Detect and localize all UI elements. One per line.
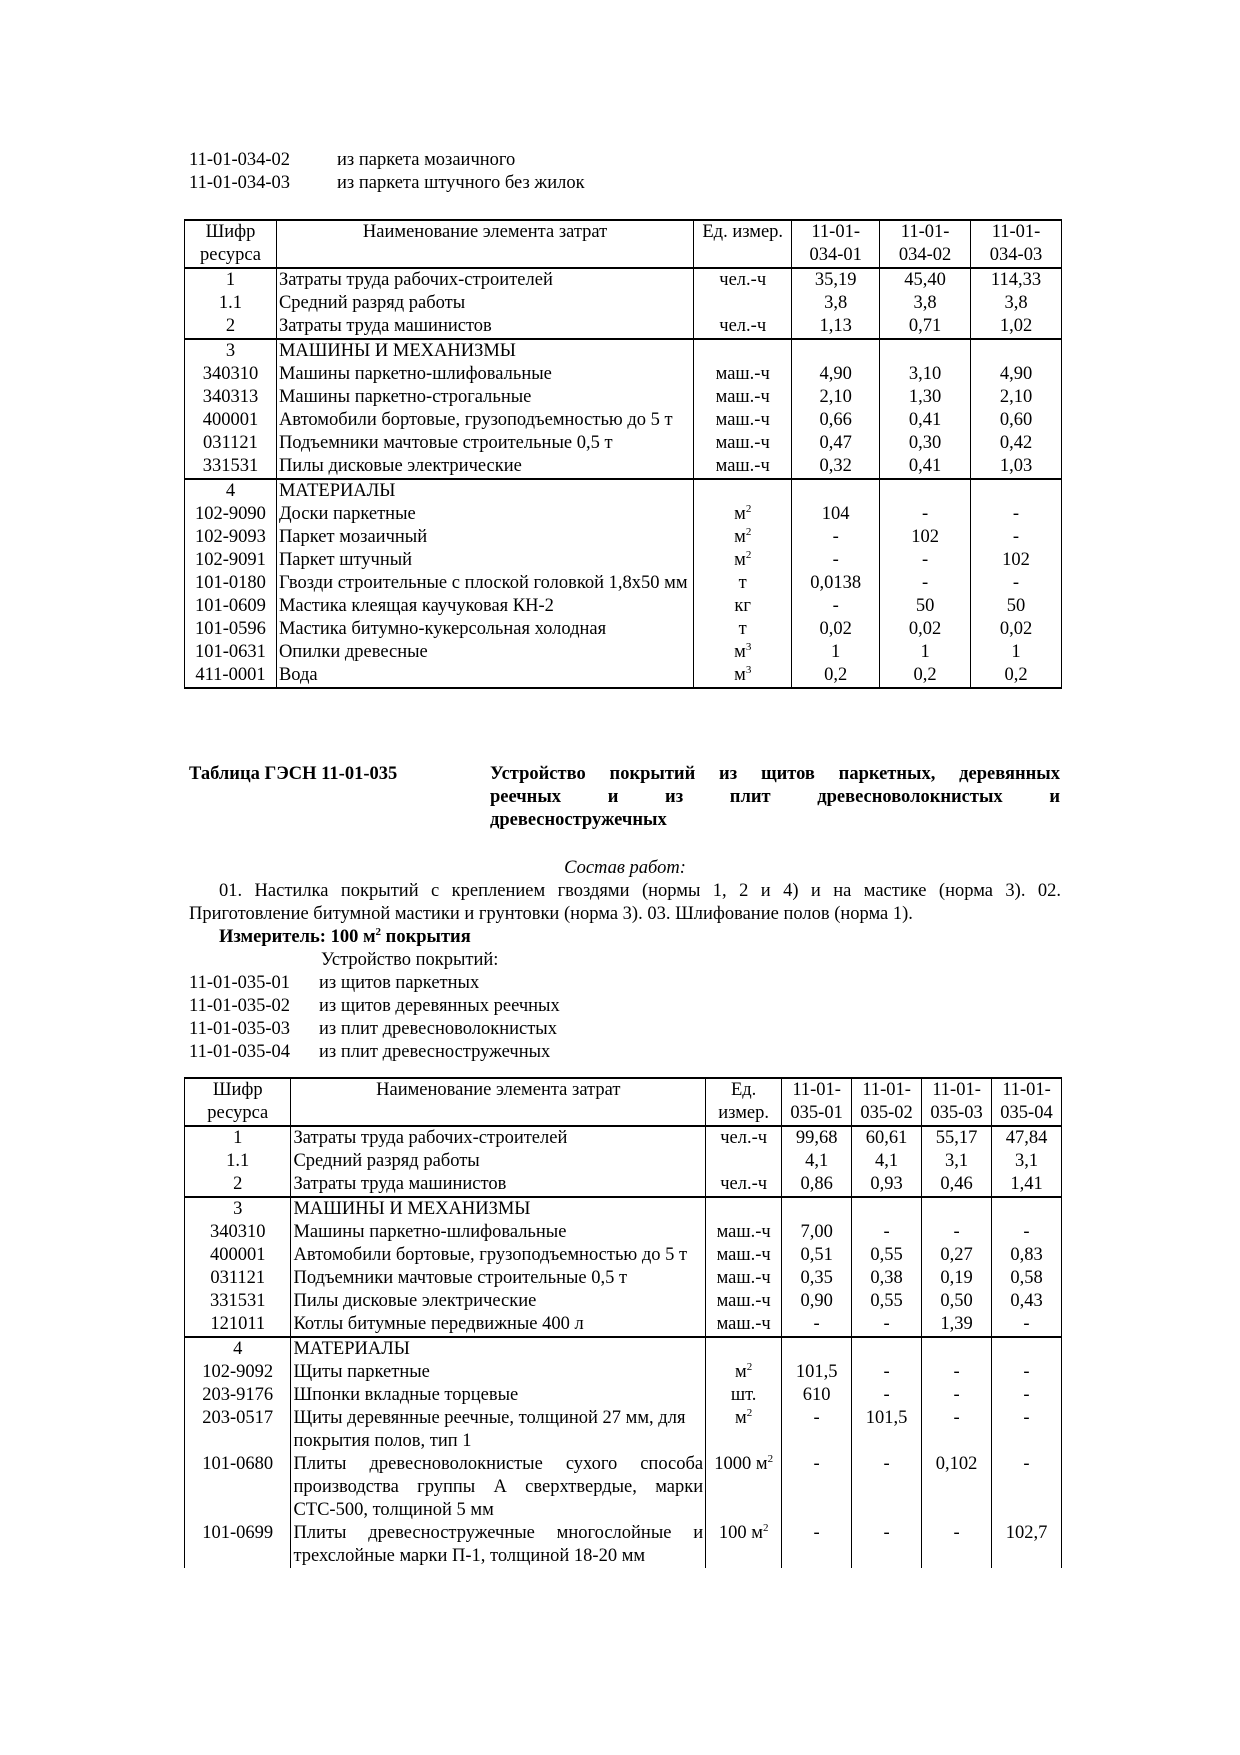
header-name: Наименование элемента затрат bbox=[276, 220, 693, 268]
unit: маш.-ч bbox=[706, 1267, 782, 1290]
norm-value: 1,02 bbox=[971, 315, 1062, 339]
norm-value: 60,61 bbox=[852, 1126, 922, 1150]
norm-value bbox=[880, 339, 971, 363]
resource-name: МАТЕРИАЛЫ bbox=[291, 1337, 706, 1361]
norm-value: 4,1 bbox=[782, 1150, 852, 1173]
norm-value: 0,02 bbox=[880, 618, 971, 641]
unit: чел.-ч bbox=[706, 1126, 782, 1150]
table-row bbox=[185, 641, 1062, 664]
norm-value: - bbox=[922, 1361, 992, 1384]
resource-code: 3 bbox=[185, 339, 277, 363]
table-row bbox=[185, 292, 1062, 315]
unit: маш.-ч bbox=[706, 1313, 782, 1337]
norm-value: 0,2 bbox=[792, 664, 880, 688]
table-row bbox=[185, 1522, 1062, 1568]
resource-name: Доски паркетные bbox=[276, 503, 693, 526]
unit bbox=[706, 1150, 782, 1173]
resource-name: Пилы дисковые электрические bbox=[291, 1290, 706, 1313]
norm-value bbox=[971, 339, 1062, 363]
norm-value: - bbox=[922, 1384, 992, 1407]
table-row bbox=[185, 664, 1062, 688]
resource-name: Опилки древесные bbox=[276, 641, 693, 664]
norm-value: 1,03 bbox=[971, 455, 1062, 479]
norm-value bbox=[971, 479, 1062, 503]
resource-code: 340313 bbox=[185, 386, 277, 409]
norm-value: 3,1 bbox=[992, 1150, 1062, 1173]
code-line: 11-01-035-01 из щитов паркетных bbox=[189, 973, 480, 993]
unit: $м^2$ bbox=[694, 526, 792, 549]
unit: маш.-ч bbox=[694, 363, 792, 386]
resource-name: Плиты древесностружечные многослойные и трехслойные марки П-1, толщиной 18-20 мм bbox=[291, 1522, 706, 1568]
norm-value: 1 bbox=[792, 641, 880, 664]
table-row bbox=[185, 503, 1062, 526]
norm-value bbox=[992, 1197, 1062, 1221]
unit bbox=[706, 1197, 782, 1221]
norm-value bbox=[880, 479, 971, 503]
table-row bbox=[185, 1126, 1062, 1150]
table-row bbox=[185, 1221, 1062, 1244]
norm-value: 0,71 bbox=[880, 315, 971, 339]
norm-value: 2,10 bbox=[792, 386, 880, 409]
unit: $м^3$ bbox=[694, 641, 792, 664]
resource-code: 101-0699 bbox=[185, 1522, 291, 1568]
unit: маш.-ч bbox=[694, 455, 792, 479]
resource-code: 102-9093 bbox=[185, 526, 277, 549]
resource-name: Паркет мозаичный bbox=[276, 526, 693, 549]
norm-value: - bbox=[782, 1407, 852, 1453]
table-row bbox=[185, 455, 1062, 479]
norm-value: 104 bbox=[792, 503, 880, 526]
table-header-row bbox=[185, 220, 1062, 268]
table-row bbox=[185, 1290, 1062, 1313]
norm-value: - bbox=[992, 1407, 1062, 1453]
work-composition-heading: Состав работ: bbox=[564, 858, 686, 878]
resource-name: МАШИНЫ И МЕХАНИЗМЫ bbox=[291, 1197, 706, 1221]
unit: $м^2$ bbox=[706, 1407, 782, 1453]
resource-code: 2 bbox=[185, 1173, 291, 1197]
resource-code: 331531 bbox=[185, 455, 277, 479]
resource-name: Мастика битумно-кукерсольная холодная bbox=[276, 618, 693, 641]
norm-value: 0,30 bbox=[880, 432, 971, 455]
table-row bbox=[185, 432, 1062, 455]
code-list-035 bbox=[189, 972, 560, 1064]
norm-value: 1,41 bbox=[992, 1173, 1062, 1197]
unit bbox=[706, 1337, 782, 1361]
norm-value: 3,1 bbox=[922, 1150, 992, 1173]
table-label: Таблица ГЭСН 11-01-035 bbox=[189, 764, 398, 784]
table-row bbox=[185, 315, 1062, 339]
resource-name: Средний разряд работы bbox=[291, 1150, 706, 1173]
norm-value: - bbox=[971, 503, 1062, 526]
norm-value bbox=[852, 1197, 922, 1221]
resource-code: 340310 bbox=[185, 1221, 291, 1244]
norm-value: 4,1 bbox=[852, 1150, 922, 1173]
norm-value: 55,17 bbox=[922, 1126, 992, 1150]
norm-value: - bbox=[782, 1313, 852, 1337]
header-norm-col: 11-01- 034-03 bbox=[971, 220, 1062, 268]
norm-description: из паркета штучного без жилок bbox=[337, 173, 585, 193]
norm-value: 4,90 bbox=[792, 363, 880, 386]
resource-name: Затраты труда машинистов bbox=[291, 1173, 706, 1197]
resource-name: МАШИНЫ И МЕХАНИЗМЫ bbox=[276, 339, 693, 363]
table-row bbox=[185, 1407, 1062, 1453]
norm-value: - bbox=[792, 595, 880, 618]
norm-value: 102,7 bbox=[992, 1522, 1062, 1568]
resource-code: 031121 bbox=[185, 432, 277, 455]
norm-value: - bbox=[992, 1453, 1062, 1522]
resource-code: 121011 bbox=[185, 1313, 291, 1337]
norm-value: 0,93 bbox=[852, 1173, 922, 1197]
norm-value: 114,33 bbox=[971, 268, 1062, 292]
resource-name: МАТЕРИАЛЫ bbox=[276, 479, 693, 503]
norm-value: - bbox=[852, 1361, 922, 1384]
norm-value: 50 bbox=[880, 595, 971, 618]
resource-name: Вода bbox=[276, 664, 693, 688]
norm-value: 1,30 bbox=[880, 386, 971, 409]
norm-value: 0,51 bbox=[782, 1244, 852, 1267]
norm-value: - bbox=[880, 503, 971, 526]
resource-code: 203-0517 bbox=[185, 1407, 291, 1453]
table-row bbox=[185, 1453, 1062, 1522]
norm-value: 35,19 bbox=[792, 268, 880, 292]
norm-value: 0,83 bbox=[992, 1244, 1062, 1267]
code-line bbox=[189, 172, 585, 195]
norm-value: 1 bbox=[971, 641, 1062, 664]
norm-value: 102 bbox=[880, 526, 971, 549]
table-header-row bbox=[185, 1078, 1062, 1126]
table-row bbox=[185, 339, 1062, 363]
resource-code: 101-0180 bbox=[185, 572, 277, 595]
norm-value: - bbox=[782, 1522, 852, 1568]
code-line: 11-01-035-02 из щитов деревянных реечных bbox=[189, 996, 560, 1016]
table-row bbox=[185, 595, 1062, 618]
norm-value: 0,2 bbox=[880, 664, 971, 688]
code-line: 11-01-035-03 из плит древесноволокнистых bbox=[189, 1019, 557, 1039]
table-row bbox=[185, 1150, 1062, 1173]
norm-value: 0,02 bbox=[971, 618, 1062, 641]
work-composition bbox=[189, 857, 1061, 926]
resource-name: Машины паркетно-шлифовальные bbox=[291, 1221, 706, 1244]
norm-value: - bbox=[792, 549, 880, 572]
unit: чел.-ч bbox=[694, 268, 792, 292]
norm-value: 0,32 bbox=[792, 455, 880, 479]
norm-value: 1,39 bbox=[922, 1313, 992, 1337]
header-unit: Ед. измер. bbox=[706, 1078, 782, 1126]
resource-name: Затраты труда машинистов bbox=[276, 315, 693, 339]
unit: маш.-ч bbox=[706, 1221, 782, 1244]
subheading: Устройство покрытий: bbox=[321, 950, 499, 970]
table-row bbox=[185, 1337, 1062, 1361]
table-row bbox=[185, 386, 1062, 409]
norm-value: 3,10 bbox=[880, 363, 971, 386]
resource-name: Плиты древесноволокнистые сухого способа производства группы А сверхтвердые, марки СТС-500, толщиной 5 мм bbox=[291, 1453, 706, 1522]
table-row bbox=[185, 1361, 1062, 1384]
norm-value: 0,86 bbox=[782, 1173, 852, 1197]
norm-value: 0,60 bbox=[971, 409, 1062, 432]
header-unit: Ед. измер. bbox=[694, 220, 792, 268]
norm-value: - bbox=[880, 549, 971, 572]
unit: 100 $м^2$ bbox=[706, 1522, 782, 1568]
norm-value: - bbox=[792, 526, 880, 549]
norm-value bbox=[782, 1197, 852, 1221]
resource-name: Подъемники мачтовые строительные 0,5 т bbox=[276, 432, 693, 455]
table-row bbox=[185, 572, 1062, 595]
norm-value: 0,41 bbox=[880, 409, 971, 432]
norm-value: 0,102 bbox=[922, 1453, 992, 1522]
resource-code: 101-0631 bbox=[185, 641, 277, 664]
resource-name: Автомобили бортовые, грузоподъемностью до 5 т bbox=[291, 1244, 706, 1267]
norm-value: 4,90 bbox=[971, 363, 1062, 386]
norm-value: 0,02 bbox=[792, 618, 880, 641]
header-norm-col: 11-01- 035-01 bbox=[782, 1078, 852, 1126]
table-row bbox=[185, 1267, 1062, 1290]
resource-name: Подъемники мачтовые строительные 0,5 т bbox=[291, 1267, 706, 1290]
resource-code: 101-0609 bbox=[185, 595, 277, 618]
unit: маш.-ч bbox=[694, 432, 792, 455]
norm-value: 0,47 bbox=[792, 432, 880, 455]
header-norm-col: 11-01- 035-03 bbox=[922, 1078, 992, 1126]
unit: маш.-ч bbox=[706, 1290, 782, 1313]
norm-value bbox=[782, 1337, 852, 1361]
work-composition-text-cont: Приготовление битумной мастики и грунтовки (норма 3). 03. Шлифование полов (норма 1). bbox=[189, 904, 913, 924]
code-line bbox=[189, 149, 585, 172]
norm-code: 11-01-034-02 bbox=[189, 150, 291, 170]
table-row bbox=[185, 1197, 1062, 1221]
norm-value: - bbox=[992, 1313, 1062, 1337]
norm-value: 3,8 bbox=[971, 292, 1062, 315]
norm-value: 7,00 bbox=[782, 1221, 852, 1244]
norm-value: 0,66 bbox=[792, 409, 880, 432]
resource-code: 1 bbox=[185, 1126, 291, 1150]
norm-value: 610 bbox=[782, 1384, 852, 1407]
norm-code: 11-01-034-03 bbox=[189, 173, 291, 193]
norm-value: 101,5 bbox=[782, 1361, 852, 1384]
header-name: Наименование элемента затрат bbox=[291, 1078, 706, 1126]
unit: $м^2$ bbox=[706, 1361, 782, 1384]
norm-value: 0,90 bbox=[782, 1290, 852, 1313]
norm-value: 0,43 bbox=[992, 1290, 1062, 1313]
table-row bbox=[185, 549, 1062, 572]
resource-name: Затраты труда рабочих-строителей bbox=[291, 1126, 706, 1150]
norm-value: - bbox=[971, 572, 1062, 595]
resource-code: 4 bbox=[185, 1337, 291, 1361]
code-list-034 bbox=[189, 149, 585, 195]
resource-code: 340310 bbox=[185, 363, 277, 386]
header-code: Шифр ресурса bbox=[185, 1078, 291, 1126]
unit bbox=[694, 339, 792, 363]
unit: т bbox=[694, 618, 792, 641]
resource-name: Средний разряд работы bbox=[276, 292, 693, 315]
norm-value: 3,8 bbox=[880, 292, 971, 315]
resource-name: Машины паркетно-шлифовальные bbox=[276, 363, 693, 386]
resource-code: 1.1 bbox=[185, 292, 277, 315]
norm-value: - bbox=[852, 1313, 922, 1337]
resource-name: Мастика клеящая каучуковая КН-2 bbox=[276, 595, 693, 618]
norm-value bbox=[792, 339, 880, 363]
header-code: Шифр ресурса bbox=[185, 220, 277, 268]
unit: маш.-ч bbox=[694, 409, 792, 432]
norm-value: 2,10 bbox=[971, 386, 1062, 409]
norm-value: - bbox=[782, 1453, 852, 1522]
unit: чел.-ч bbox=[706, 1173, 782, 1197]
unit: маш.-ч bbox=[694, 386, 792, 409]
norm-value: 1,13 bbox=[792, 315, 880, 339]
norm-value: 0,46 bbox=[922, 1173, 992, 1197]
resource-name: Пилы дисковые электрические bbox=[276, 455, 693, 479]
norm-value: 0,35 bbox=[782, 1267, 852, 1290]
norm-value: - bbox=[992, 1361, 1062, 1384]
norm-value: 0,19 bbox=[922, 1267, 992, 1290]
table-row bbox=[185, 526, 1062, 549]
table-row bbox=[185, 1313, 1062, 1337]
norm-value: - bbox=[922, 1221, 992, 1244]
table-row bbox=[185, 479, 1062, 503]
norm-value: - bbox=[852, 1221, 922, 1244]
unit: $м^2$ bbox=[694, 549, 792, 572]
header-norm-col: 11-01- 034-02 bbox=[880, 220, 971, 268]
header-norm-col: 11-01- 035-04 bbox=[992, 1078, 1062, 1126]
norm-value: 45,40 bbox=[880, 268, 971, 292]
table-row bbox=[185, 618, 1062, 641]
norm-value: 0,27 bbox=[922, 1244, 992, 1267]
norm-value: 0,55 bbox=[852, 1290, 922, 1313]
norm-value bbox=[992, 1337, 1062, 1361]
norm-value: 99,68 bbox=[782, 1126, 852, 1150]
norm-value: - bbox=[852, 1453, 922, 1522]
norm-value: - bbox=[971, 526, 1062, 549]
unit: $м^3$ bbox=[694, 664, 792, 688]
resource-code: 2 bbox=[185, 315, 277, 339]
norm-value: 0,0138 bbox=[792, 572, 880, 595]
resource-code: 411-0001 bbox=[185, 664, 277, 688]
norm-value: - bbox=[852, 1522, 922, 1568]
norm-value: 102 bbox=[971, 549, 1062, 572]
resource-name: Шпонки вкладные торцевые bbox=[291, 1384, 706, 1407]
resource-code: 102-9092 bbox=[185, 1361, 291, 1384]
norm-value: - bbox=[922, 1407, 992, 1453]
unit: маш.-ч bbox=[706, 1244, 782, 1267]
resource-code: 4 bbox=[185, 479, 277, 503]
table-row bbox=[185, 1384, 1062, 1407]
unit bbox=[694, 292, 792, 315]
table-row bbox=[185, 1244, 1062, 1267]
norm-value: 3,8 bbox=[792, 292, 880, 315]
unit: $м^2$ bbox=[694, 503, 792, 526]
norm-value: - bbox=[922, 1522, 992, 1568]
norm-value bbox=[852, 1337, 922, 1361]
table-row bbox=[185, 409, 1062, 432]
unit bbox=[694, 479, 792, 503]
resource-code: 331531 bbox=[185, 1290, 291, 1313]
resource-code: 102-9091 bbox=[185, 549, 277, 572]
resource-code: 1.1 bbox=[185, 1150, 291, 1173]
resource-code: 1 bbox=[185, 268, 277, 292]
resource-name: Щиты деревянные реечные, толщиной 27 мм, для покрытия полов, тип 1 bbox=[291, 1407, 706, 1453]
resource-code: 101-0680 bbox=[185, 1453, 291, 1522]
resource-name: Машины паркетно-строгальные bbox=[276, 386, 693, 409]
norm-value: 101,5 bbox=[852, 1407, 922, 1453]
table-row bbox=[185, 1173, 1062, 1197]
resource-code: 101-0596 bbox=[185, 618, 277, 641]
norm-value: 0,2 bbox=[971, 664, 1062, 688]
measure-unit: Измеритель: 100 $м^2$ покрытия bbox=[219, 926, 471, 947]
norm-value: 0,42 bbox=[971, 432, 1062, 455]
unit: 1000 $м^2$ bbox=[706, 1453, 782, 1522]
norm-value bbox=[792, 479, 880, 503]
header-norm-col: 11-01- 035-02 bbox=[852, 1078, 922, 1126]
norm-value: 0,41 bbox=[880, 455, 971, 479]
resource-code: 203-9176 bbox=[185, 1384, 291, 1407]
table-row bbox=[185, 268, 1062, 292]
resource-name: Щиты паркетные bbox=[291, 1361, 706, 1384]
resource-table-035 bbox=[184, 1077, 1062, 1568]
resource-name: Котлы битумные передвижные 400 л bbox=[291, 1313, 706, 1337]
norm-value: 1 bbox=[880, 641, 971, 664]
norm-value: - bbox=[880, 572, 971, 595]
resource-name: Гвозди строительные с плоской головкой 1,8х50 мм bbox=[276, 572, 693, 595]
work-composition-text: 01. Настилка покрытий с креплением гвоздями (нормы 1, 2 и 4) и на мастике (норма 3). 02. bbox=[219, 881, 1061, 901]
norm-value: 0,58 bbox=[992, 1267, 1062, 1290]
unit: т bbox=[694, 572, 792, 595]
norm-value: 47,84 bbox=[992, 1126, 1062, 1150]
norm-value: - bbox=[852, 1384, 922, 1407]
norm-value: 0,38 bbox=[852, 1267, 922, 1290]
table-title: Устройство покрытий из щитов паркетных, деревянных реечных и из плит древесноволокнистых и древесностружечных bbox=[490, 764, 1060, 830]
resource-code: 3 bbox=[185, 1197, 291, 1221]
unit: чел.-ч bbox=[694, 315, 792, 339]
resource-table-034 bbox=[184, 219, 1062, 689]
norm-value: - bbox=[992, 1384, 1062, 1407]
resource-name: Автомобили бортовые, грузоподъемностью до 5 т bbox=[276, 409, 693, 432]
resource-code: 400001 bbox=[185, 409, 277, 432]
resource-code: 400001 bbox=[185, 1244, 291, 1267]
header-norm-col: 11-01- 034-01 bbox=[792, 220, 880, 268]
norm-value: 50 bbox=[971, 595, 1062, 618]
norm-value bbox=[922, 1197, 992, 1221]
code-line: 11-01-035-04 из плит древесностружечных bbox=[189, 1042, 551, 1062]
resource-name: Затраты труда рабочих-строителей bbox=[276, 268, 693, 292]
unit: кг bbox=[694, 595, 792, 618]
norm-value: - bbox=[992, 1221, 1062, 1244]
resource-name: Паркет штучный bbox=[276, 549, 693, 572]
norm-value bbox=[922, 1337, 992, 1361]
unit: шт. bbox=[706, 1384, 782, 1407]
table-row bbox=[185, 363, 1062, 386]
resource-code: 031121 bbox=[185, 1267, 291, 1290]
resource-code: 102-9090 bbox=[185, 503, 277, 526]
norm-value: 0,55 bbox=[852, 1244, 922, 1267]
norm-value: 0,50 bbox=[922, 1290, 992, 1313]
norm-description: из паркета мозаичного bbox=[337, 150, 516, 170]
